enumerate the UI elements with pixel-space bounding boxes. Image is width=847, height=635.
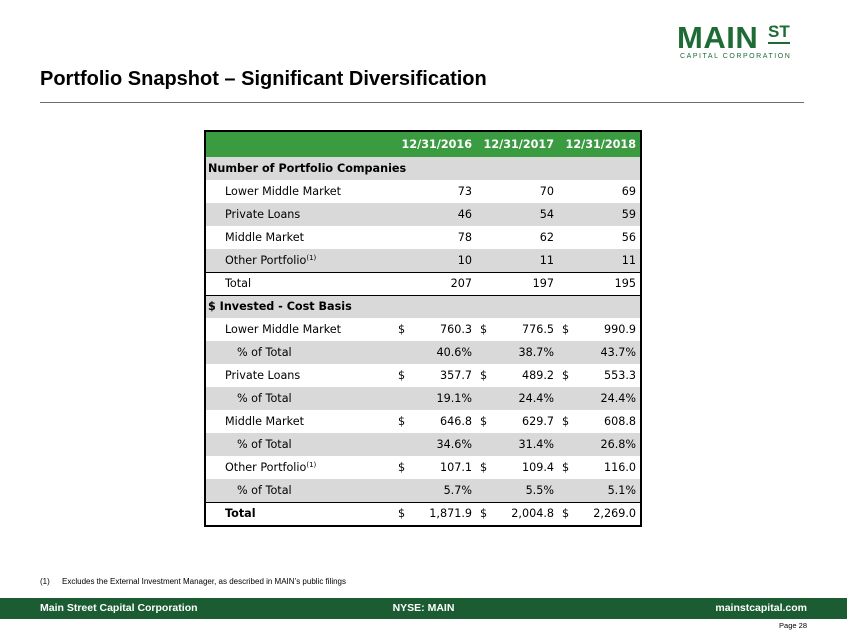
title-divider bbox=[40, 102, 804, 103]
cell-value: 10 bbox=[394, 249, 476, 272]
table-row bbox=[206, 387, 640, 410]
cell-value: 5.7% bbox=[394, 479, 476, 502]
header-blank bbox=[206, 132, 394, 157]
cell-value: 40.6% bbox=[394, 341, 476, 364]
total-row bbox=[206, 272, 640, 295]
cell-value bbox=[558, 364, 640, 387]
cell-value bbox=[394, 410, 476, 433]
row-label: Private Loans bbox=[206, 203, 394, 226]
section-title: Number of Portfolio Companies bbox=[206, 157, 640, 180]
cell-value: 11 bbox=[558, 249, 640, 272]
amount: 629.7 bbox=[521, 415, 554, 428]
amount: 608.8 bbox=[603, 415, 636, 428]
table-row bbox=[206, 203, 640, 226]
cell-value bbox=[394, 318, 476, 341]
cell-value: 46 bbox=[394, 203, 476, 226]
table-row bbox=[206, 318, 640, 341]
currency-symbol: $ bbox=[480, 507, 488, 521]
section-title: $ Invested - Cost Basis bbox=[206, 295, 640, 318]
amount: 109.4 bbox=[521, 461, 554, 474]
footnote bbox=[40, 577, 346, 586]
row-label: Total bbox=[206, 502, 394, 525]
logo-main-text: MAIN bbox=[677, 20, 759, 55]
row-label: Total bbox=[206, 272, 394, 295]
currency-symbol: $ bbox=[398, 369, 406, 382]
currency-symbol: $ bbox=[480, 323, 488, 336]
amount: 489.2 bbox=[521, 369, 554, 382]
cell-value bbox=[476, 410, 558, 433]
footer-company: Main Street Capital Corporation bbox=[40, 602, 198, 614]
currency-symbol: $ bbox=[562, 323, 570, 336]
cell-value bbox=[558, 502, 640, 525]
portfolio-table bbox=[204, 130, 642, 527]
company-logo bbox=[677, 20, 795, 62]
amount: 357.7 bbox=[439, 369, 472, 382]
cell-value bbox=[394, 502, 476, 525]
table-row bbox=[206, 433, 640, 456]
total-row bbox=[206, 502, 640, 525]
currency-symbol: $ bbox=[398, 415, 406, 428]
row-label: Middle Market bbox=[206, 410, 394, 433]
row-label: Lower Middle Market bbox=[206, 318, 394, 341]
currency-symbol: $ bbox=[562, 369, 570, 382]
cell-value: 11 bbox=[476, 249, 558, 272]
cell-value: 24.4% bbox=[558, 387, 640, 410]
cell-value: 5.5% bbox=[476, 479, 558, 502]
cell-value: 24.4% bbox=[476, 387, 558, 410]
cell-value: 73 bbox=[394, 180, 476, 203]
cell-value bbox=[394, 456, 476, 479]
amount: 2,269.0 bbox=[593, 507, 636, 521]
cell-value: 59 bbox=[558, 203, 640, 226]
currency-symbol: $ bbox=[398, 507, 406, 521]
row-label bbox=[206, 249, 394, 272]
logo-subtitle: CAPITAL CORPORATION bbox=[680, 53, 792, 60]
row-label-text: Other Portfolio bbox=[225, 253, 307, 267]
cell-value bbox=[476, 456, 558, 479]
amount: 990.9 bbox=[603, 323, 636, 336]
cell-value: 69 bbox=[558, 180, 640, 203]
page-number: Page 28 bbox=[779, 621, 807, 630]
footer-bar bbox=[0, 598, 847, 619]
row-label: Middle Market bbox=[206, 226, 394, 249]
row-label: Private Loans bbox=[206, 364, 394, 387]
amount: 776.5 bbox=[521, 323, 554, 336]
table-row bbox=[206, 364, 640, 387]
cell-value: 56 bbox=[558, 226, 640, 249]
logo-underline bbox=[768, 42, 790, 44]
table-row bbox=[206, 456, 640, 479]
table-row bbox=[206, 479, 640, 502]
footnote-number: (1) bbox=[40, 577, 50, 586]
currency-symbol: $ bbox=[398, 323, 406, 336]
cell-value bbox=[558, 410, 640, 433]
amount: 1,871.9 bbox=[429, 507, 472, 521]
cell-value: 31.4% bbox=[476, 433, 558, 456]
table-row bbox=[206, 226, 640, 249]
cell-value: 207 bbox=[394, 272, 476, 295]
table-header-row bbox=[206, 132, 640, 157]
cell-value: 195 bbox=[558, 272, 640, 295]
cell-value bbox=[476, 318, 558, 341]
table-row bbox=[206, 180, 640, 203]
cell-value bbox=[394, 364, 476, 387]
column-header: 12/31/2018 bbox=[558, 132, 640, 157]
amount: 116.0 bbox=[603, 461, 636, 474]
amount: 646.8 bbox=[439, 415, 472, 428]
cell-value bbox=[476, 364, 558, 387]
cell-value: 19.1% bbox=[394, 387, 476, 410]
currency-symbol: $ bbox=[562, 461, 570, 474]
cell-value: 38.7% bbox=[476, 341, 558, 364]
footnote-text: Excludes the External Investment Manager, as described in MAIN’s public filings bbox=[62, 577, 346, 586]
table-row bbox=[206, 249, 640, 272]
cell-value: 54 bbox=[476, 203, 558, 226]
cell-value: 70 bbox=[476, 180, 558, 203]
currency-symbol: $ bbox=[562, 507, 570, 521]
row-label: % of Total bbox=[206, 387, 394, 410]
currency-symbol: $ bbox=[480, 369, 488, 382]
footnote-marker: (1) bbox=[306, 461, 317, 469]
cell-value: 62 bbox=[476, 226, 558, 249]
amount: 760.3 bbox=[439, 323, 472, 336]
cell-value: 197 bbox=[476, 272, 558, 295]
row-label: % of Total bbox=[206, 341, 394, 364]
currency-symbol: $ bbox=[562, 415, 570, 428]
currency-symbol: $ bbox=[480, 415, 488, 428]
amount: 107.1 bbox=[439, 461, 472, 474]
table-row bbox=[206, 341, 640, 364]
row-label: % of Total bbox=[206, 479, 394, 502]
row-label: % of Total bbox=[206, 433, 394, 456]
section-header-row bbox=[206, 157, 640, 180]
footer-website: mainstcapital.com bbox=[715, 602, 807, 614]
column-header: 12/31/2016 bbox=[394, 132, 476, 157]
column-header: 12/31/2017 bbox=[476, 132, 558, 157]
row-label-text: Other Portfolio bbox=[225, 461, 307, 474]
cell-value: 78 bbox=[394, 226, 476, 249]
section-header-row bbox=[206, 295, 640, 318]
currency-symbol: $ bbox=[398, 461, 406, 474]
cell-value: 34.6% bbox=[394, 433, 476, 456]
cell-value bbox=[558, 456, 640, 479]
cell-value: 43.7% bbox=[558, 341, 640, 364]
cell-value bbox=[558, 318, 640, 341]
footnote-marker: (1) bbox=[306, 253, 317, 262]
logo-st-text: ST bbox=[768, 22, 790, 41]
cell-value bbox=[476, 502, 558, 525]
footer-ticker: NYSE: MAIN bbox=[392, 602, 455, 614]
row-label: Lower Middle Market bbox=[206, 180, 394, 203]
amount: 553.3 bbox=[603, 369, 636, 382]
currency-symbol: $ bbox=[480, 461, 488, 474]
cell-value: 26.8% bbox=[558, 433, 640, 456]
table-row bbox=[206, 410, 640, 433]
page-title: Portfolio Snapshot – Significant Diversification bbox=[40, 68, 487, 90]
cell-value: 5.1% bbox=[558, 479, 640, 502]
row-label bbox=[206, 456, 394, 479]
amount: 2,004.8 bbox=[511, 507, 554, 521]
